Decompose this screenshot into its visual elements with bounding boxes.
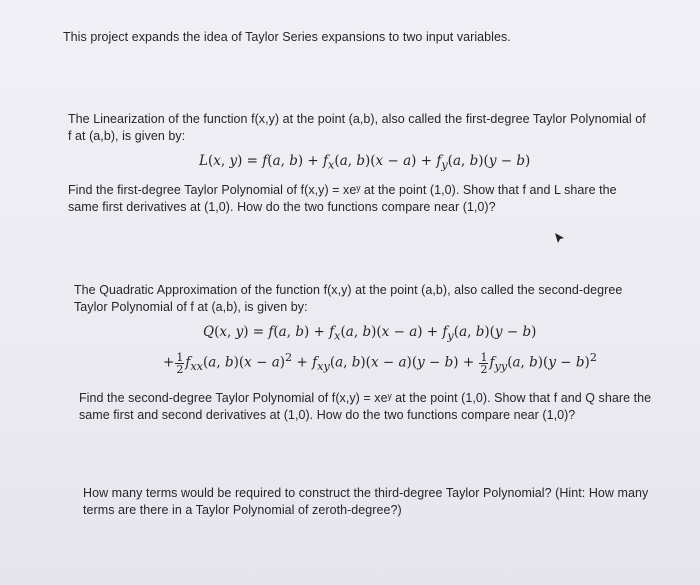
- quadratic-task-line-2: same first and second derivatives at (1,0). How do the two functions compare near (1,0)?: [79, 408, 576, 422]
- quadratic-task-line-1: Find the second-degree Taylor Polynomial of f(x,y) = xeʸ at the point (1,0). Show that f and Q share the: [79, 391, 652, 405]
- quadratic-description-line-1: The Quadratic Approximation of the function f(x,y) at the point (a,b), also called the second-degree: [74, 283, 623, 297]
- linearization-task-line-1: Find the first-degree Taylor Polynomial of f(x,y) = xeʸ at the point (1,0). Show that f and L share the: [68, 183, 617, 197]
- quadratic-description-line-2: Taylor Polynomial of f at (a,b), is given by:: [74, 300, 308, 314]
- linearization-formula: L(x, y) = f(a, $b) + f_x(a$, $b)(x - a) + f_y(a$, b)(y − b): [199, 153, 531, 172]
- intro-text: This project expands the idea of Taylor Series expansions to two input variables.: [63, 30, 511, 44]
- mouse-cursor-icon: [554, 232, 566, 244]
- quadratic-formula-line-2: + $\frac{1}{2}$ $f_{xx}(a$, $b)(x - a)^2 + f_{xy}(a$, b)(x − a)(y − b) + $\frac{1}{2}$ $f_{yy}(a$, $b)(y - b)^2$: [163, 350, 597, 376]
- third-degree-question-line-2: terms are there in a Taylor Polynomial of zeroth-degree?): [83, 503, 402, 517]
- quadratic-formula-line-1: Q(x, y) = f(a, $b) + f_x(a$, $b)(x - a) + f_y(a$, b)(y − b): [203, 324, 537, 343]
- linearization-description-line-2: f at (a,b), is given by:: [68, 129, 186, 143]
- third-degree-question-line-1: How many terms would be required to construct the third-degree Taylor Polynomial? (Hint: How many: [83, 486, 649, 500]
- linearization-task-line-2: same first derivatives at (1,0). How do the two functions compare near (1,0)?: [68, 200, 496, 214]
- linearization-description-line-1: The Linearization of the function f(x,y) at the point (a,b), also called the first-degree Taylor Polynomial of: [68, 112, 646, 126]
